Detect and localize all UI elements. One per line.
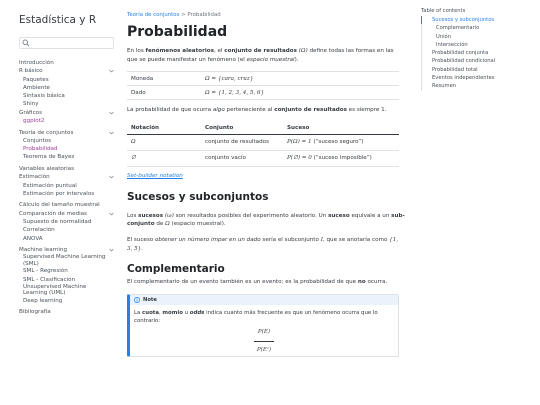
complementario-paragraph: [127, 278, 405, 287]
search-box[interactable]: [19, 37, 114, 49]
sidebar-item-label: Paquetes: [23, 76, 49, 83]
sidebar-item-label: ANOVA: [23, 235, 43, 242]
sidebar-item-label: SML - Clasificación: [23, 276, 76, 283]
text: La: [134, 309, 143, 316]
bold-text: fenómenos aleatorios: [145, 48, 214, 54]
math-omega: (Ω): [296, 48, 310, 54]
chevron-down-icon[interactable]: [109, 212, 114, 216]
sidebar-item-label: Comparación de medias: [19, 210, 87, 217]
sidebar-item[interactable]: [19, 59, 114, 67]
set-builder-notation-link[interactable]: Set-builder notation: [127, 172, 183, 179]
toc-item[interactable]: Unión: [436, 33, 451, 40]
table-header-row: [127, 122, 399, 135]
table-cell-math: ∅: [127, 150, 201, 166]
text: , que se anotaría como: [322, 236, 390, 243]
table-cell: Dado: [127, 86, 201, 100]
bold-text: no: [357, 279, 366, 286]
sidebar-item-label: Gráficos: [19, 109, 42, 116]
sidebar-item-label: Teorema de Bayes: [23, 154, 75, 161]
sidebar-item-label: ggplot2: [23, 118, 45, 125]
text: de: [154, 221, 166, 228]
chevron-down-icon[interactable]: [109, 131, 114, 135]
italic-text: obtener un número impar en un dado: [154, 236, 261, 243]
fraction-bar: [254, 341, 274, 342]
text: En los: [127, 48, 146, 54]
table-cell: [283, 150, 399, 166]
sidebar-item-label: Estimación: [19, 174, 50, 181]
sidebar-item[interactable]: [19, 218, 114, 226]
breadcrumb-separator: >: [179, 12, 188, 18]
sidebar-item[interactable]: [19, 173, 114, 181]
fraction-denominator: P(Eᶜ): [256, 346, 272, 353]
table-cell-math: Ω = {1, 2, 3, 4, 5, 6}: [201, 86, 399, 100]
toc-item[interactable]: Complementario: [436, 25, 480, 32]
callout-header: [130, 295, 398, 305]
notation-table: [127, 122, 399, 167]
toc-item[interactable]: Intersección: [436, 41, 468, 48]
intro-paragraph: [127, 47, 405, 64]
page-title: Probabilidad: [127, 24, 228, 40]
chevron-down-icon[interactable]: [109, 175, 114, 179]
note-callout: [127, 294, 399, 357]
text: La probabilidad de que ocurra: [127, 107, 213, 114]
callout-title: Note: [143, 296, 157, 303]
sidebar-item[interactable]: [19, 92, 114, 100]
text: El suceso: [127, 236, 155, 243]
sidebar-item[interactable]: [19, 267, 114, 275]
sidebar-item-label: Variables aleatorias: [19, 165, 75, 172]
toc-item[interactable]: Probabilidad total: [432, 66, 478, 73]
toc-item[interactable]: Sucesos y subconjuntos: [421, 16, 536, 24]
sidebar-item[interactable]: [19, 284, 114, 297]
breadcrumb-current: Probabilidad: [187, 12, 221, 18]
probability-paragraph: [127, 106, 405, 115]
sidebar: [0, 0, 120, 405]
bold-text: sub-conjunto: [127, 212, 405, 228]
text: son resultados posibles del experimento aleatorio. Un: [175, 212, 329, 219]
chevron-down-icon[interactable]: [109, 248, 114, 252]
table-cell-math: Ω: [127, 134, 201, 150]
sidebar-item[interactable]: [19, 76, 114, 84]
text: El complementario de un evento también es un evento; es la probabilidad de que: [127, 279, 358, 286]
sidebar-item-label: Cálculo del tamaño muestral: [19, 202, 100, 209]
table-cell-math: Ω = {cara, cruz}: [201, 72, 399, 86]
sidebar-item-label: Estimación por intervalos: [23, 190, 95, 197]
sidebar-item-label: Shiny: [23, 101, 39, 108]
text: perteneciente al: [224, 107, 275, 114]
sidebar-item[interactable]: [19, 145, 114, 153]
chevron-down-icon[interactable]: [109, 69, 114, 73]
italic-text: espacio muestral: [246, 56, 295, 63]
bold-italic-text: odds: [189, 309, 205, 316]
bold-text: sucesos: [138, 212, 164, 219]
table-row: [127, 86, 399, 100]
math-omega: Ω: [165, 221, 170, 228]
sidebar-item-label: Teoría de conjuntos: [19, 129, 74, 136]
text: ocurra.: [365, 279, 388, 286]
sidebar-item-label: Correlación: [23, 227, 55, 234]
bold-text: momio: [162, 309, 183, 316]
breadcrumb-parent-link[interactable]: Teoría de conjuntos: [127, 12, 180, 18]
table-header: Notación: [127, 122, 201, 135]
main-content: [127, 12, 405, 357]
sidebar-item-label: Sintaxis básica: [23, 93, 65, 100]
table-cell: conjunto de resultados: [201, 134, 283, 150]
text: (espacio muestral).: [169, 221, 226, 228]
sidebar-item-label: Unsupervised Machine Learning (UML): [23, 283, 87, 297]
sidebar-item[interactable]: [19, 235, 114, 243]
sidebar-item-label: Conjuntos: [23, 137, 52, 144]
sidebar-item-label: Deep learning: [23, 297, 63, 304]
sidebar-item-label: Introducción: [19, 60, 54, 66]
breadcrumb: [127, 12, 405, 18]
text: (“suceso seguro”): [311, 139, 364, 146]
math-expression: P(∅) = 0: [287, 155, 312, 162]
text: equivale a un: [349, 212, 392, 219]
sidebar-item-label: SML - Regresión: [23, 268, 68, 275]
sidebar-item[interactable]: [19, 84, 114, 92]
text: Los: [127, 212, 139, 219]
odds-fraction: [134, 328, 394, 354]
sidebar-item[interactable]: [19, 226, 114, 234]
toc-item[interactable]: Probabilidad condicional: [432, 58, 496, 65]
sidebar-item-label: Machine learning: [19, 246, 68, 253]
sucesos-paragraph: [127, 212, 405, 229]
table-header: Suceso: [283, 122, 399, 135]
sidebar-item[interactable]: [19, 137, 114, 145]
text: ).: [294, 56, 299, 63]
table-cell: conjunto vacío: [201, 150, 283, 166]
text: indica cuanto más frecuente es que un fenómeno ocurra que lo contrario:: [134, 309, 378, 324]
toc-title: Table of contents: [421, 8, 466, 14]
table-cell: [283, 134, 399, 150]
math-expression: P(Ω) = 1: [287, 139, 312, 146]
search-input[interactable]: [20, 38, 113, 48]
math-omega: (ω): [163, 212, 176, 219]
toc-item[interactable]: Eventos independientes: [432, 75, 495, 82]
bold-text: conjunto de resultados: [274, 107, 347, 114]
info-icon: [134, 297, 140, 303]
sidebar-item[interactable]: [19, 297, 114, 305]
bold-text: cuota: [142, 309, 159, 316]
sidebar-item[interactable]: [19, 165, 114, 173]
sidebar-item[interactable]: [19, 117, 114, 125]
sidebar-item-label: R básico: [19, 68, 43, 75]
sample-space-table: [127, 71, 399, 100]
text: define todas las formas en las que se puede manifestar un fenómeno (el: [127, 48, 394, 63]
table-of-contents: [421, 8, 536, 91]
table-row: [127, 134, 399, 150]
sidebar-item[interactable]: [19, 153, 114, 161]
math-set: {1, 3, 5}: [127, 236, 399, 252]
sidebar-item[interactable]: [19, 182, 114, 190]
sidebar-item-label: Supuesto de normalidad: [23, 218, 92, 225]
sidebar-item[interactable]: [19, 190, 114, 198]
sidebar-item-label: Estimación puntual: [23, 182, 77, 189]
table-cell: Moneda: [127, 72, 201, 86]
fraction-numerator: P(E): [257, 328, 271, 335]
impar-paragraph: [127, 236, 405, 253]
sidebar-item[interactable]: [19, 201, 114, 209]
sidebar-item[interactable]: [19, 100, 114, 108]
sidebar-item[interactable]: [19, 276, 114, 284]
text: u: [182, 309, 190, 316]
text: (“suceso imposible”): [311, 155, 372, 162]
sidebar-nav: [19, 59, 112, 317]
text: ,: [158, 309, 163, 316]
sidebar-item-label: Supervised Machine Learning (SML): [23, 254, 106, 267]
toc-list: [421, 16, 536, 91]
bold-text: suceso: [328, 212, 350, 219]
table-row: [127, 150, 399, 166]
bold-text: conjunto de resultados: [224, 48, 297, 54]
sidebar-item-label: Ambiente: [23, 84, 51, 91]
sidebar-item[interactable]: [19, 210, 114, 218]
chevron-down-icon[interactable]: [109, 111, 114, 115]
toc-item[interactable]: Probabilidad conjunta: [432, 50, 489, 57]
sidebar-item[interactable]: [19, 109, 114, 117]
sidebar-item[interactable]: [19, 67, 114, 75]
sidebar-item-label: Bibliografía: [19, 309, 51, 316]
math-set-i: I: [320, 236, 323, 243]
text: .: [141, 245, 144, 252]
text: , el: [213, 48, 225, 54]
sidebar-item[interactable]: [19, 308, 114, 316]
heading-sucesos: Sucesos y subconjuntos: [127, 190, 269, 203]
text: sería el subconjunto: [260, 236, 321, 243]
sidebar-item[interactable]: [19, 129, 114, 137]
site-title[interactable]: Estadística y R: [19, 14, 97, 26]
table-row: [127, 72, 399, 86]
text: es siempre 1.: [346, 107, 387, 114]
toc-item[interactable]: Resumen: [432, 83, 457, 90]
sidebar-item[interactable]: [19, 246, 114, 254]
sidebar-item[interactable]: [19, 254, 114, 267]
heading-complementario: Complementario: [127, 263, 225, 276]
callout-body: [130, 305, 398, 356]
sidebar-item-label: Probabilidad: [23, 146, 58, 153]
italic-text: algo: [212, 107, 225, 114]
table-header: Conjunto: [201, 122, 283, 135]
